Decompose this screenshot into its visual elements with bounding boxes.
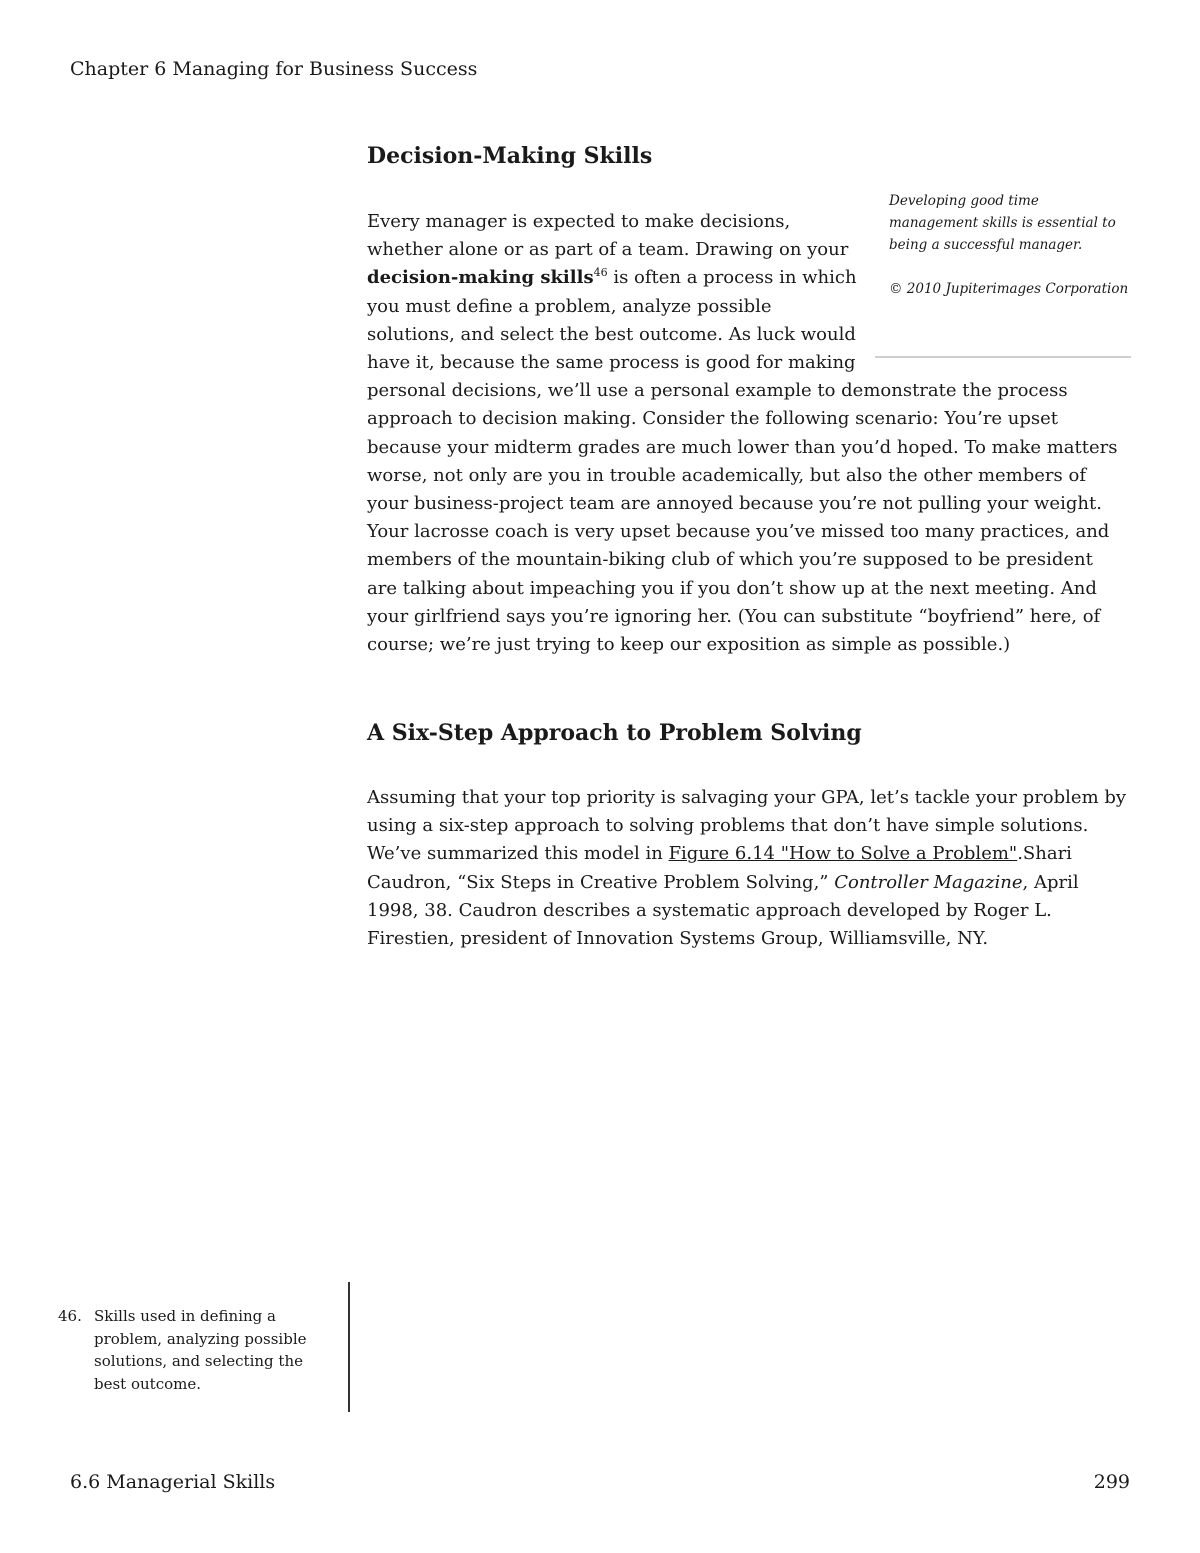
section-heading-six-step: A Six-Step Approach to Problem Solving bbox=[367, 720, 862, 746]
footer-section-label: 6.6 Managerial Skills bbox=[70, 1471, 276, 1493]
figure-credit: © 2010 Jupiterimages Corporation bbox=[889, 281, 1129, 297]
footnote-ref-46[interactable]: 46 bbox=[593, 266, 608, 280]
paragraph-text-start: Assuming that your top priority is salvaging your GPA, let’s tackle your problem by using a six-step approach to solving problems that don’t have simple solutions. We’ve summarized this model in bbox=[367, 787, 1127, 865]
paragraph-text-start: Every manager is expected to make decisions, whether alone or as part of a team. Drawing on your bbox=[367, 211, 849, 261]
figure-caption: Developing good time management skills is essential to being a successful manager. bbox=[889, 193, 1116, 253]
paragraph-text-end: is often a process in which you must define a problem, analyze possible solutions, and select the best outcome. As luck would have it, because the same process is good for making personal decisions, we’ll use a personal example to demonstrate the process approach to decision making. Consider the following scenario: You’re upset because your midterm grades are much lower than you’d hoped. To make matters worse, not only are you in trouble academically, but also the other members of your business-project team are annoyed because you’re not pulling your weight. Your lacrosse coach is very upset because you’ve missed too many practices, and members of the mountain-biking club of which you’re supposed to be president are talking about impeaching you if you don’t show up at the next meeting. And your girlfriend says you’re ignoring her. (You can substitute “boyfriend” here, of course; we’re just trying to keep our exposition as simple as possible.) bbox=[367, 267, 1118, 656]
decision-making-paragraph bbox=[367, 193, 1129, 659]
page-number: 299 bbox=[1093, 1471, 1130, 1493]
footnote-number: 46. bbox=[58, 1307, 82, 1325]
footnote-divider bbox=[348, 1282, 350, 1412]
figure-caption-box bbox=[875, 190, 1131, 358]
magazine-title: Controller Magazine bbox=[834, 871, 1023, 893]
key-term-decision-making-skills: decision-making skills bbox=[367, 267, 594, 289]
footnote-text: Skills used in defining a problem, analyzing possible solutions, and selecting the best outcome. bbox=[94, 1307, 307, 1393]
figure-6-14-link[interactable]: Figure 6.14 "How to Solve a Problem" bbox=[668, 843, 1018, 865]
running-head: Chapter 6 Managing for Business Success bbox=[70, 58, 478, 80]
footnote-46 bbox=[58, 1305, 320, 1395]
six-step-paragraph bbox=[367, 784, 1127, 953]
paragraph-text-end: , April 1998, 38. Caudron describes a systematic approach developed by Roger L. Firestien, president of Innovation Systems Group, Williamsville, NY. bbox=[367, 871, 1079, 950]
citation-text: .Shari Caudron, “Six Steps in Creative Problem Solving,” bbox=[367, 843, 1072, 893]
section-heading-decision-making: Decision-Making Skills bbox=[367, 143, 653, 169]
